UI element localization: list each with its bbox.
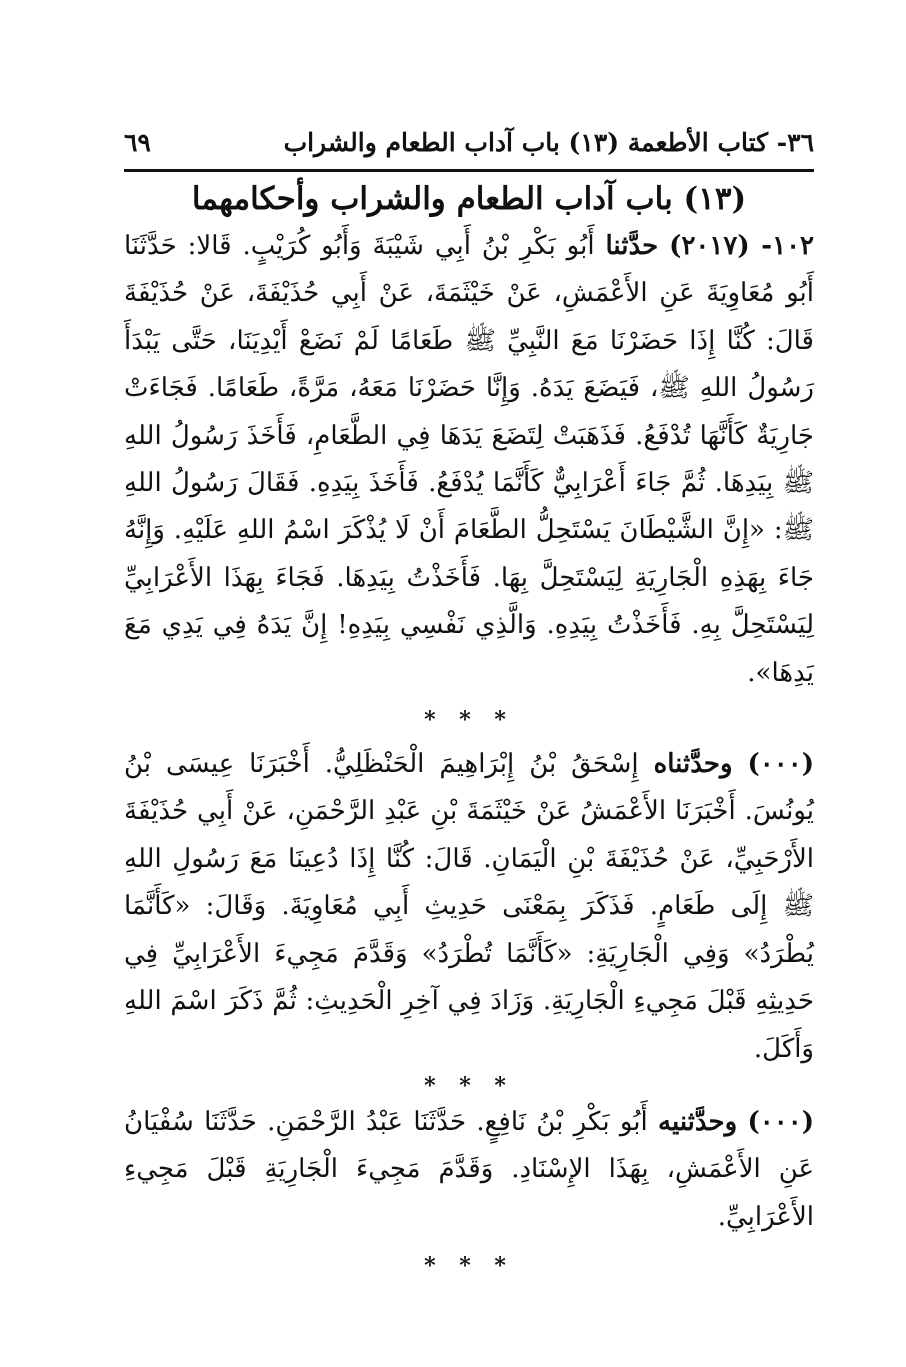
section-separator: * * *	[424, 707, 514, 734]
hadith-number: (٠٠٠)	[747, 749, 814, 780]
running-title: ٣٦- كتاب الأطعمة (١٣) باب آداب الطعام والشراب	[283, 128, 814, 157]
chapter-title: (١٣) باب آداب الطعام والشراب وأحكامهما	[191, 181, 747, 217]
section-separator: * * *	[424, 1072, 514, 1099]
hadith-paragraph-3	[124, 1099, 814, 1241]
header-rule	[124, 169, 814, 172]
hadith-text: أَبُو بَكْرِ بْنُ أَبِي شَيْبَةَ وَأَبُو كُرَيْبٍ. قَالا: حَدَّثَنَا أَبُو مُعَاوِيَةَ عَنِ الأَعْمَشِ، عَنْ خَيْثَمَةَ، عَنْ أَبِي حُذَيْفَةَ، عَنْ حُذَيْفَةَ قَالَ: كُنَّا إِذَا حَضَرْنَا مَعَ النَّبِيِّ ﷺ طَعَامًا لَمْ نَضَعْ أَيْدِيَنَا، حَتَّى يَبْدَأَ رَسُولُ اللهِ ﷺ، فَيَضَعَ يَدَهُ. وَإِنَّا حَضَرْنَا مَعَهُ، مَرَّةً، طَعَامًا. فَجَاءَتْ جَارِيَةٌ كَأَنَّهَا تُدْفَعُ. فَذَهَبَتْ لِتَضَعَ يَدَهَا فِي الطَّعَامِ، فَأَخَذَ رَسُولُ اللهِ ﷺ بِيَدِهَا. ثُمَّ جَاءَ أَعْرَابِيٌّ كَأَنَّمَا يُدْفَعُ. فَأَخَذَ بِيَدِهِ. فَقَالَ رَسُولُ اللهِ ﷺ: «إِنَّ الشَّيْطَانَ يَسْتَحِلُّ الطَّعَامَ أَنْ لَا يُذْكَرَ اسْمُ اللهِ عَلَيْهِ. وَإِنَّهُ جَاءَ بِهَذِهِ الْجَارِيَةِ لِيَسْتَحِلَّ بِهَا. فَأَخَذْتُ بِيَدِهَا. فَجَاءَ بِهَذَا الأَعْرَابِيِّ لِيَسْتَحِلَّ بِهِ. فَأَخَذْتُ بِيَدِهِ. وَالَّذِي نَفْسِي بِيَدِهِ! إِنَّ يَدَهُ فِي يَدِي مَعَ يَدِهَا».	[124, 231, 814, 688]
hadith-lead: وحدَّثناه	[653, 749, 733, 780]
hadith-lead: وحدَّثنيه	[658, 1106, 738, 1137]
hadith-paragraph-1	[124, 223, 814, 697]
hadith-lead: حدَّثنا	[605, 231, 659, 261]
page-body	[124, 175, 814, 1287]
hadith-text: إِسْحَقُ بْنُ إِبْرَاهِيمَ الْحَنْظَلِيُّ. أَخْبَرَنَا عِيسَى بْنُ يُونُسَ. أَخْبَرَنَا الأَعْمَشُ عَنْ خَيْثَمَةَ بْنِ عَبْدِ الرَّحْمَنِ، عَنْ أَبِي حُذَيْفَةَ الأَرْحَبِيِّ، عَنْ حُذَيْفَةَ بْنِ الْيَمَانِ. قَالَ: كُنَّا إِذَا دُعِينَا مَعَ رَسُولِ اللهِ ﷺ إِلَى طَعَامٍ. فَذَكَرَ بِمَعْنَى حَدِيثِ أَبِي مُعَاوِيَةَ. وَقَالَ: «كَأَنَّمَا يُطْرَدُ» وَفِي الْجَارِيَةِ: «كَأَنَّمَا تُطْرَدُ» وَقَدَّمَ مَجِيءَ الأَعْرَابِيِّ فِي حَدِيثِهِ قَبْلَ مَجِيءِ الْجَارِيَةِ. وَزَادَ فِي آخِرِ الْحَدِيثِ: ثُمَّ ذَكَرَ اسْمَ اللهِ وَأَكَلَ.	[124, 749, 814, 1064]
page-number: ٦٩	[124, 128, 151, 157]
hadith-number: ١٠٢- (٢٠١٧)	[669, 231, 815, 261]
hadith-number: (٠٠٠)	[747, 1106, 815, 1137]
hadith-paragraph-2	[124, 741, 814, 1073]
section-separator: * * *	[424, 1253, 514, 1280]
running-header	[124, 128, 814, 168]
hadith-text: أَبُو بَكْرِ بْنُ نَافِعٍ. حَدَّثَنَا عَبْدُ الرَّحْمَنِ. حَدَّثَنَا سُفْيَانُ عَنِ الأَعْمَشِ، بِهَذَا الإِسْنَادِ. وَقَدَّمَ مَجِيءَ الْجَارِيَةِ قَبْلَ مَجِيءِ الأَعْرَابِيِّ.	[124, 1106, 814, 1232]
